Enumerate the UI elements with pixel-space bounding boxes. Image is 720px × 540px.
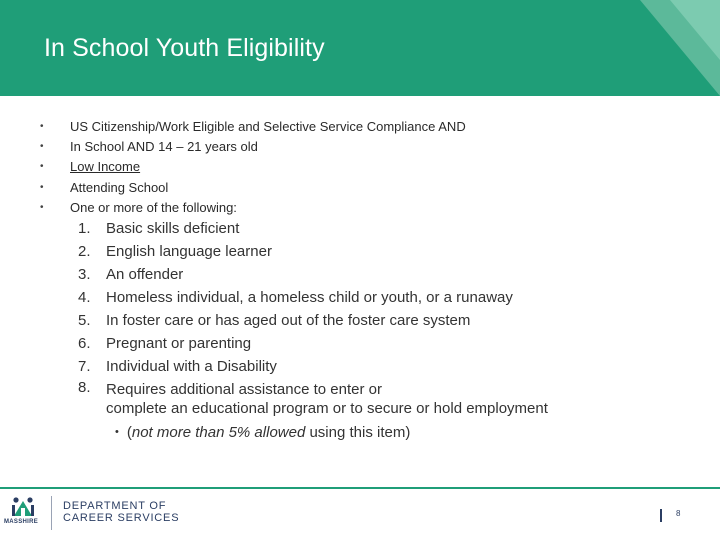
logo-wordmark: MASSHIRE — [4, 519, 39, 525]
page-title: In School Youth Eligibility — [44, 34, 325, 62]
bullet-text: In School AND 14 – 21 years old — [70, 139, 258, 155]
bullet-dot-icon: • — [115, 426, 119, 438]
criteria-text: Individual with a Disability — [106, 358, 277, 375]
criteria-number: 6. — [78, 335, 91, 352]
page-number: 8 — [676, 509, 681, 518]
bullet-dot-icon: • — [40, 141, 44, 153]
criteria-text: Requires additional assistance to enter or — [106, 381, 382, 398]
bullet-text-low-income: Low Income — [70, 159, 141, 175]
page-number-bar — [660, 509, 662, 522]
department-line-2: CAREER SERVICES — [63, 512, 180, 524]
criteria-text-continued: complete an educational program or to secure or hold employment — [106, 400, 548, 417]
note-italic: not more than 5% allowed — [131, 424, 306, 441]
bullet-dot-icon: • — [40, 181, 44, 193]
criteria-text: An offender — [106, 266, 184, 283]
criteria-item — [78, 378, 548, 418]
department-line-1: DEPARTMENT OF — [63, 500, 167, 512]
eligibility-bullet-list — [40, 117, 466, 218]
criteria-text: Homeless individual, a homeless child or youth, or a runaway — [106, 289, 513, 306]
list-item — [40, 137, 466, 157]
bullet-dot-icon: • — [40, 121, 44, 132]
criteria-item — [78, 355, 548, 378]
criteria-text: Basic skills deficient — [106, 220, 240, 237]
criteria-item — [78, 263, 548, 286]
criteria-number: 1. — [78, 220, 91, 237]
note-open: ( — [126, 424, 132, 441]
list-item — [40, 198, 466, 218]
list-item — [40, 157, 466, 177]
department-name — [63, 500, 179, 524]
footer-divider — [51, 496, 52, 530]
criteria-number: 4. — [78, 289, 91, 306]
criteria-number: 2. — [78, 243, 91, 260]
bullet-dot-icon: • — [40, 161, 44, 173]
bullet-text: One or more of the following: — [70, 199, 237, 215]
criteria-item — [78, 240, 548, 263]
criteria-item — [78, 332, 548, 355]
criteria-number: 8. — [78, 379, 91, 396]
criteria-text: English language learner — [106, 243, 272, 260]
bullet-dot-icon: • — [40, 201, 44, 213]
header-corner-highlight — [670, 0, 720, 60]
criteria-number: 5. — [78, 312, 91, 329]
list-item — [40, 178, 466, 198]
footer-rule — [0, 487, 720, 489]
criteria-numbered-list — [78, 217, 548, 418]
bullet-text: US Citizenship/Work Eligible and Selective Service Compliance AND — [70, 119, 466, 134]
note-rest: using this item) — [305, 424, 411, 441]
criteria-text: In foster care or has aged out of the foster care system — [106, 312, 471, 329]
criteria-item — [78, 286, 548, 309]
criteria-item — [78, 217, 548, 240]
allowance-note — [115, 421, 410, 446]
slide-header — [0, 0, 720, 96]
criteria-item — [78, 309, 548, 332]
list-item — [40, 117, 466, 137]
criteria-text: Pregnant or parenting — [106, 335, 252, 352]
criteria-number: 7. — [78, 358, 91, 375]
bullet-text: Attending School — [70, 179, 169, 195]
criteria-number: 3. — [78, 266, 91, 283]
